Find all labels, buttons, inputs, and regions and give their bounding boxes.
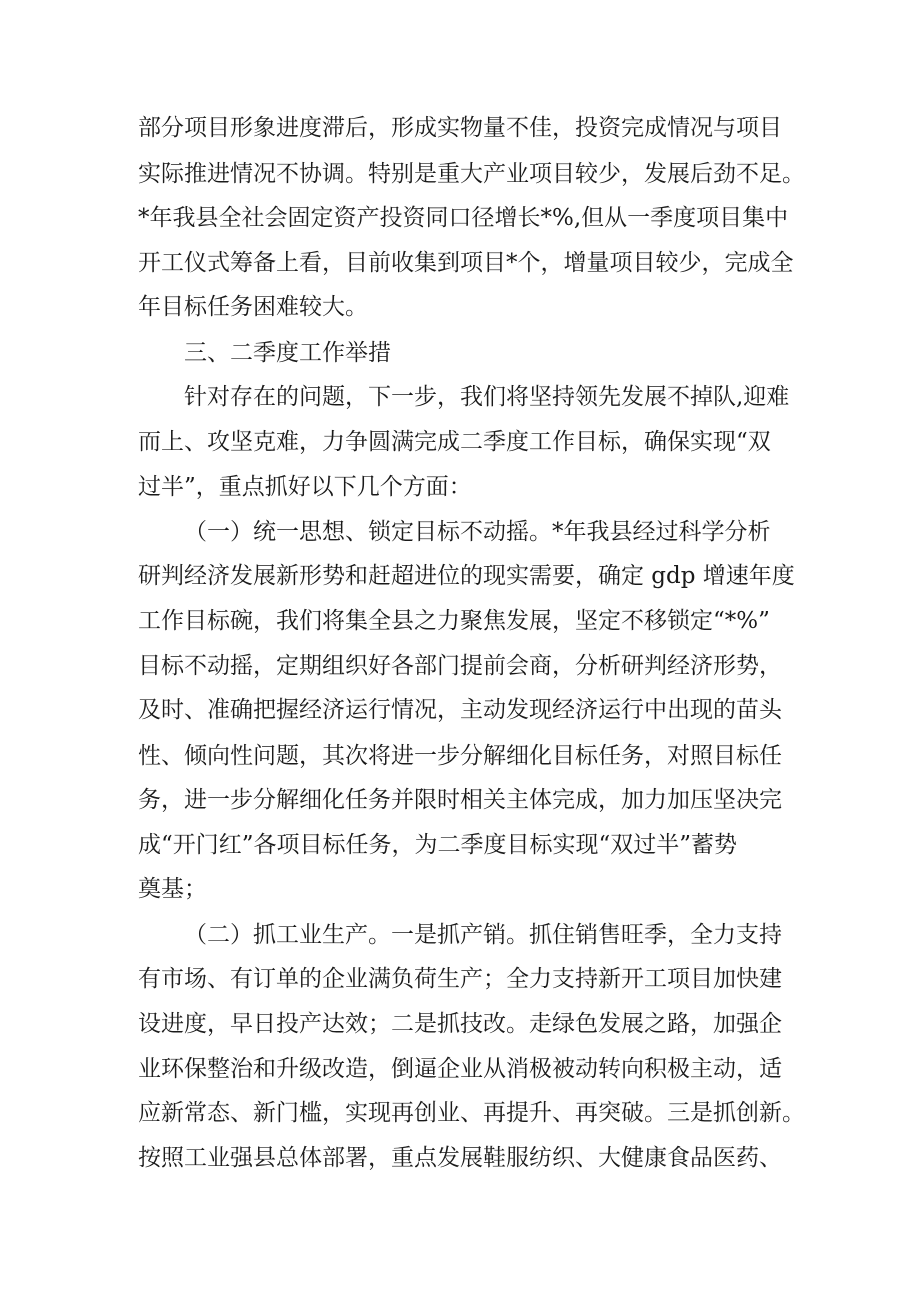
text-line — [0, 556, 920, 596]
paragraph-3-line-6: 性、倾向性问题，其次将进一步分解细化目标任务，对照目标任 — [138, 743, 782, 769]
paragraph-3-line-1: （一）统一思想、锁定目标不动摇。*年我县经过科学分析 — [184, 519, 771, 545]
paragraph-1-line-4: 开工仪式筹备上看，目前收集到项目*个，增量项目较少，完成全 — [138, 250, 794, 276]
text-line — [0, 825, 920, 865]
text-line — [0, 646, 920, 686]
paragraph-3-line-7: 务，进一步分解细化任务并限时相关主体完成，加力加压坚决完 — [138, 787, 782, 813]
paragraph-4-line-1: （二）抓工业生产。一是抓产销。抓住销售旺季，全力支持 — [184, 922, 782, 948]
paragraph-4-line-2: 有市场、有订单的企业满负荷生产；全力支持新开工项目加快建 — [138, 966, 782, 992]
text-line — [0, 1004, 920, 1044]
text-line — [0, 736, 920, 776]
paragraph-3-line-5: 及时、准确把握经济运行情况，主动发现经济运行中出现的苗头 — [138, 697, 782, 723]
paragraph-3-line-4: 目标不动摇，定期组织好各部门提前会商，分析研判经济形势， — [138, 653, 782, 679]
text-line — [0, 154, 920, 194]
text-line — [0, 1049, 920, 1089]
paragraph-4-line-3: 设进度，早日投产达效；二是抓技改。走绿色发展之路，加强企 — [138, 1011, 782, 1037]
paragraph-2-line-1: 针对存在的问题，下一步，我们将坚持领先发展不掉队,迎难 — [184, 384, 790, 410]
paragraph-4-line-6: 按照工业强县总体部署，重点发展鞋服纺织、大健康食品医药、 — [138, 1145, 782, 1171]
text-line — [0, 333, 920, 373]
paragraph-1-line-5: 年目标任务困难较大。 — [138, 294, 368, 320]
text-line — [0, 198, 920, 238]
paragraph-4-line-5: 应新常态、新门槛，实现再创业、再提升、再突破。三是抓创新。 — [138, 1100, 805, 1126]
text-line — [0, 1138, 920, 1178]
paragraph-2-line-3: 过半”，重点抓好以下几个方面： — [138, 474, 472, 500]
text-line — [0, 287, 920, 327]
text-line — [0, 422, 920, 462]
paragraph-2-line-2: 而上、攻坚克难，力争圆满完成二季度工作目标，确保实现“双 — [138, 429, 771, 455]
paragraph-1-line-1: 部分项目形象进度滞后，形成实物量不佳，投资完成情况与项目 — [138, 115, 782, 141]
paragraph-1-line-2: 实际推进情况不协调。特别是重大产业项目较少，发展后劲不足。 — [138, 161, 805, 187]
text-line — [0, 780, 920, 820]
text-line — [0, 108, 920, 148]
paragraph-3-line-8: 成“开门红”各项目标任务，为二季度目标实现“双过半”蓄势 — [138, 832, 738, 858]
text-line — [0, 467, 920, 507]
paragraph-3-line-2: 研判经济发展新形势和赶超进位的现实需要，确定 gdp 增速年度 — [138, 563, 795, 589]
text-line — [0, 377, 920, 417]
text-line — [0, 512, 920, 552]
text-line — [0, 1093, 920, 1133]
section-heading: 三、二季度工作举措 — [184, 340, 391, 366]
paragraph-3-line-3: 工作目标碗，我们将集全县之力聚焦发展，坚定不移锁定“*%” — [138, 608, 770, 634]
text-line — [0, 690, 920, 730]
text-line — [0, 915, 920, 955]
text-line — [0, 601, 920, 641]
text-line — [0, 243, 920, 283]
text-line — [0, 959, 920, 999]
paragraph-1-line-3: *年我县全社会固定资产投资同口径增长*%,但从一季度项目集中 — [138, 205, 789, 231]
paragraph-4-line-4: 业环保整治和升级改造，倒逼企业从消极被动转向积极主动，适 — [138, 1056, 782, 1082]
text-line — [0, 869, 920, 909]
paragraph-3-line-9: 奠基； — [138, 876, 207, 902]
